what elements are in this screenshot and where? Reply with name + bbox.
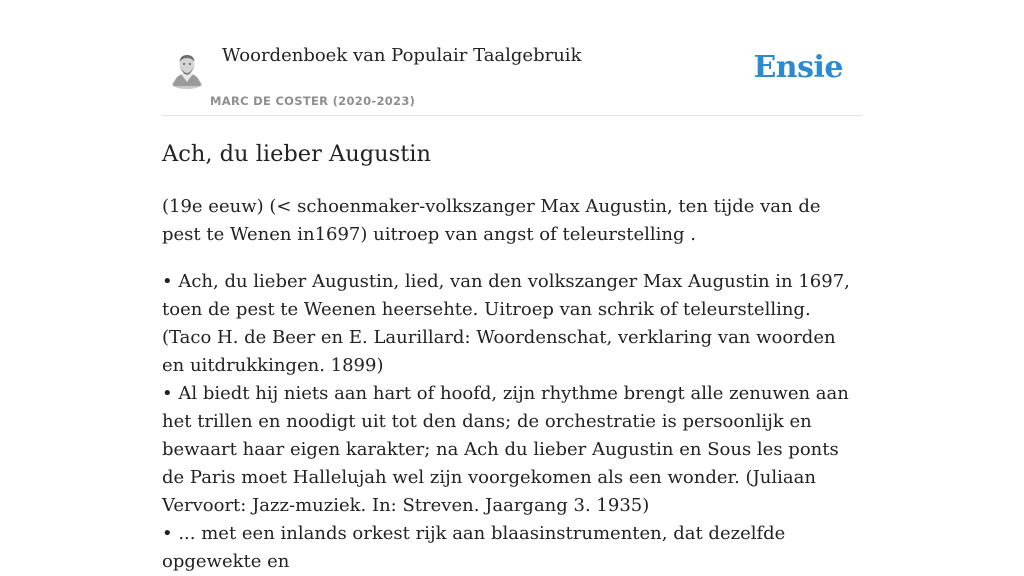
- author-label: MARC DE COSTER (2020-2023): [210, 94, 416, 108]
- quote-item: • Ach, du lieber Augustin, lied, van den volkszanger Max Augustin in 1697, toen de pest te Weenen heersehte. Uitroep van schrik of teleurstelling. (Taco H. de Beer en E. Laurillard: Woordenschat, verklaring van woorden en uitdrukkingen. 1899): [162, 271, 850, 376]
- header: [162, 0, 862, 116]
- dictionary-title-link[interactable]: Woordenboek van Populair Taalgebruik: [222, 45, 582, 66]
- ensie-logo[interactable]: Ensie: [753, 50, 843, 85]
- author-portrait-icon[interactable]: [170, 52, 204, 88]
- quote-list: [162, 268, 862, 576]
- entry-content: [162, 138, 862, 576]
- quote-item: • ... met een inlands orkest rijk aan blaasinstrumenten, dat dezelfde opgewekte en: [162, 523, 786, 572]
- entry-definition: (19e eeuw) (< schoenmaker-volkszanger Max Augustin, ten tijde van de pest te Wenen in1697) uitroep van angst of teleurstelling .: [162, 196, 821, 245]
- entry-title: Ach, du lieber Augustin: [162, 141, 431, 167]
- quote-item: • Al biedt hij niets aan hart of hoofd, zijn rhythme brengt alle zenuwen aan het trillen en noodigt uit tot den dans; de orchestratie is persoonlijk en bewaart haar eigen karakter; na Ach du lieber Augustin en Sous les ponts de Paris moet Hallelujah wel zijn voorgekomen als een wonder. (Juliaan Vervoort: Jazz-muziek. In: Streven. Jaargang 3. 1935): [162, 383, 849, 516]
